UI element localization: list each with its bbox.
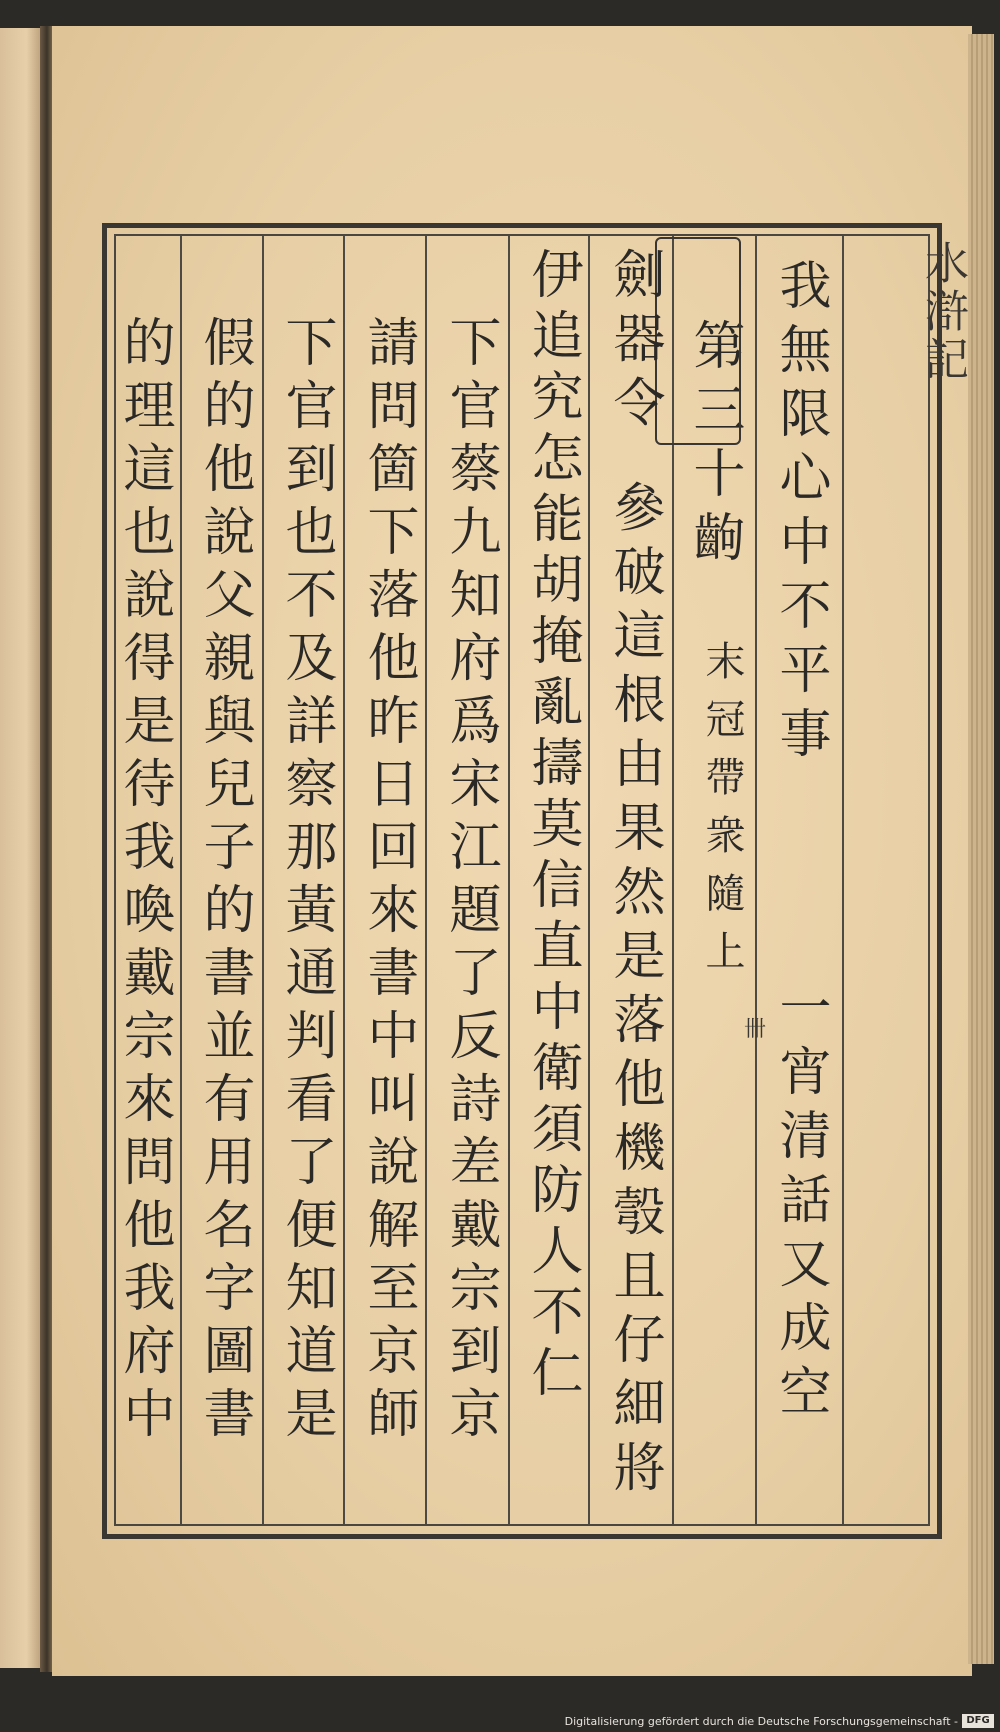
dfg-logo: DFG <box>962 1714 994 1728</box>
column-4-text: 伊追究怎能胡掩亂擣莫信直中衛須防人不仁 <box>522 247 582 1406</box>
column-3-label: 劍器令 <box>604 247 664 439</box>
column-7-text: 下官到也不及詳察那黃通判看了便知道是 <box>276 315 336 1449</box>
column-3-text: 參破這根由果然是落他機彀且仔細將 <box>604 480 664 1504</box>
column-8-text: 假的他說父親與兒子的書並有用名字圖書 <box>194 315 254 1449</box>
column-1-text: 我無限心中不平事 <box>770 258 830 770</box>
column-5-text: 下官蔡九知府爲宋江題了反詩差戴宗到京 <box>440 315 500 1449</box>
column-9-text: 的理這也說得是待我喚戴宗來問他我府中 <box>114 315 174 1449</box>
column-1-tail: 一宵清話又成空 <box>770 980 830 1428</box>
column-2-tail: 末冠帶衆隨上 <box>699 640 745 988</box>
side-title: 水滸記 <box>917 240 968 384</box>
previous-page-edge <box>0 28 44 1668</box>
digitization-credit: Digitalisierung gefördert durch die Deutsche Forschungsgemeinschaft - <box>564 1715 958 1728</box>
column-2-text: 第三十齣 <box>684 318 744 574</box>
folio-number: 卌 <box>744 1017 767 1042</box>
column-6-text: 請問箇下落他昨日回來書中叫說解至京師 <box>358 315 418 1449</box>
